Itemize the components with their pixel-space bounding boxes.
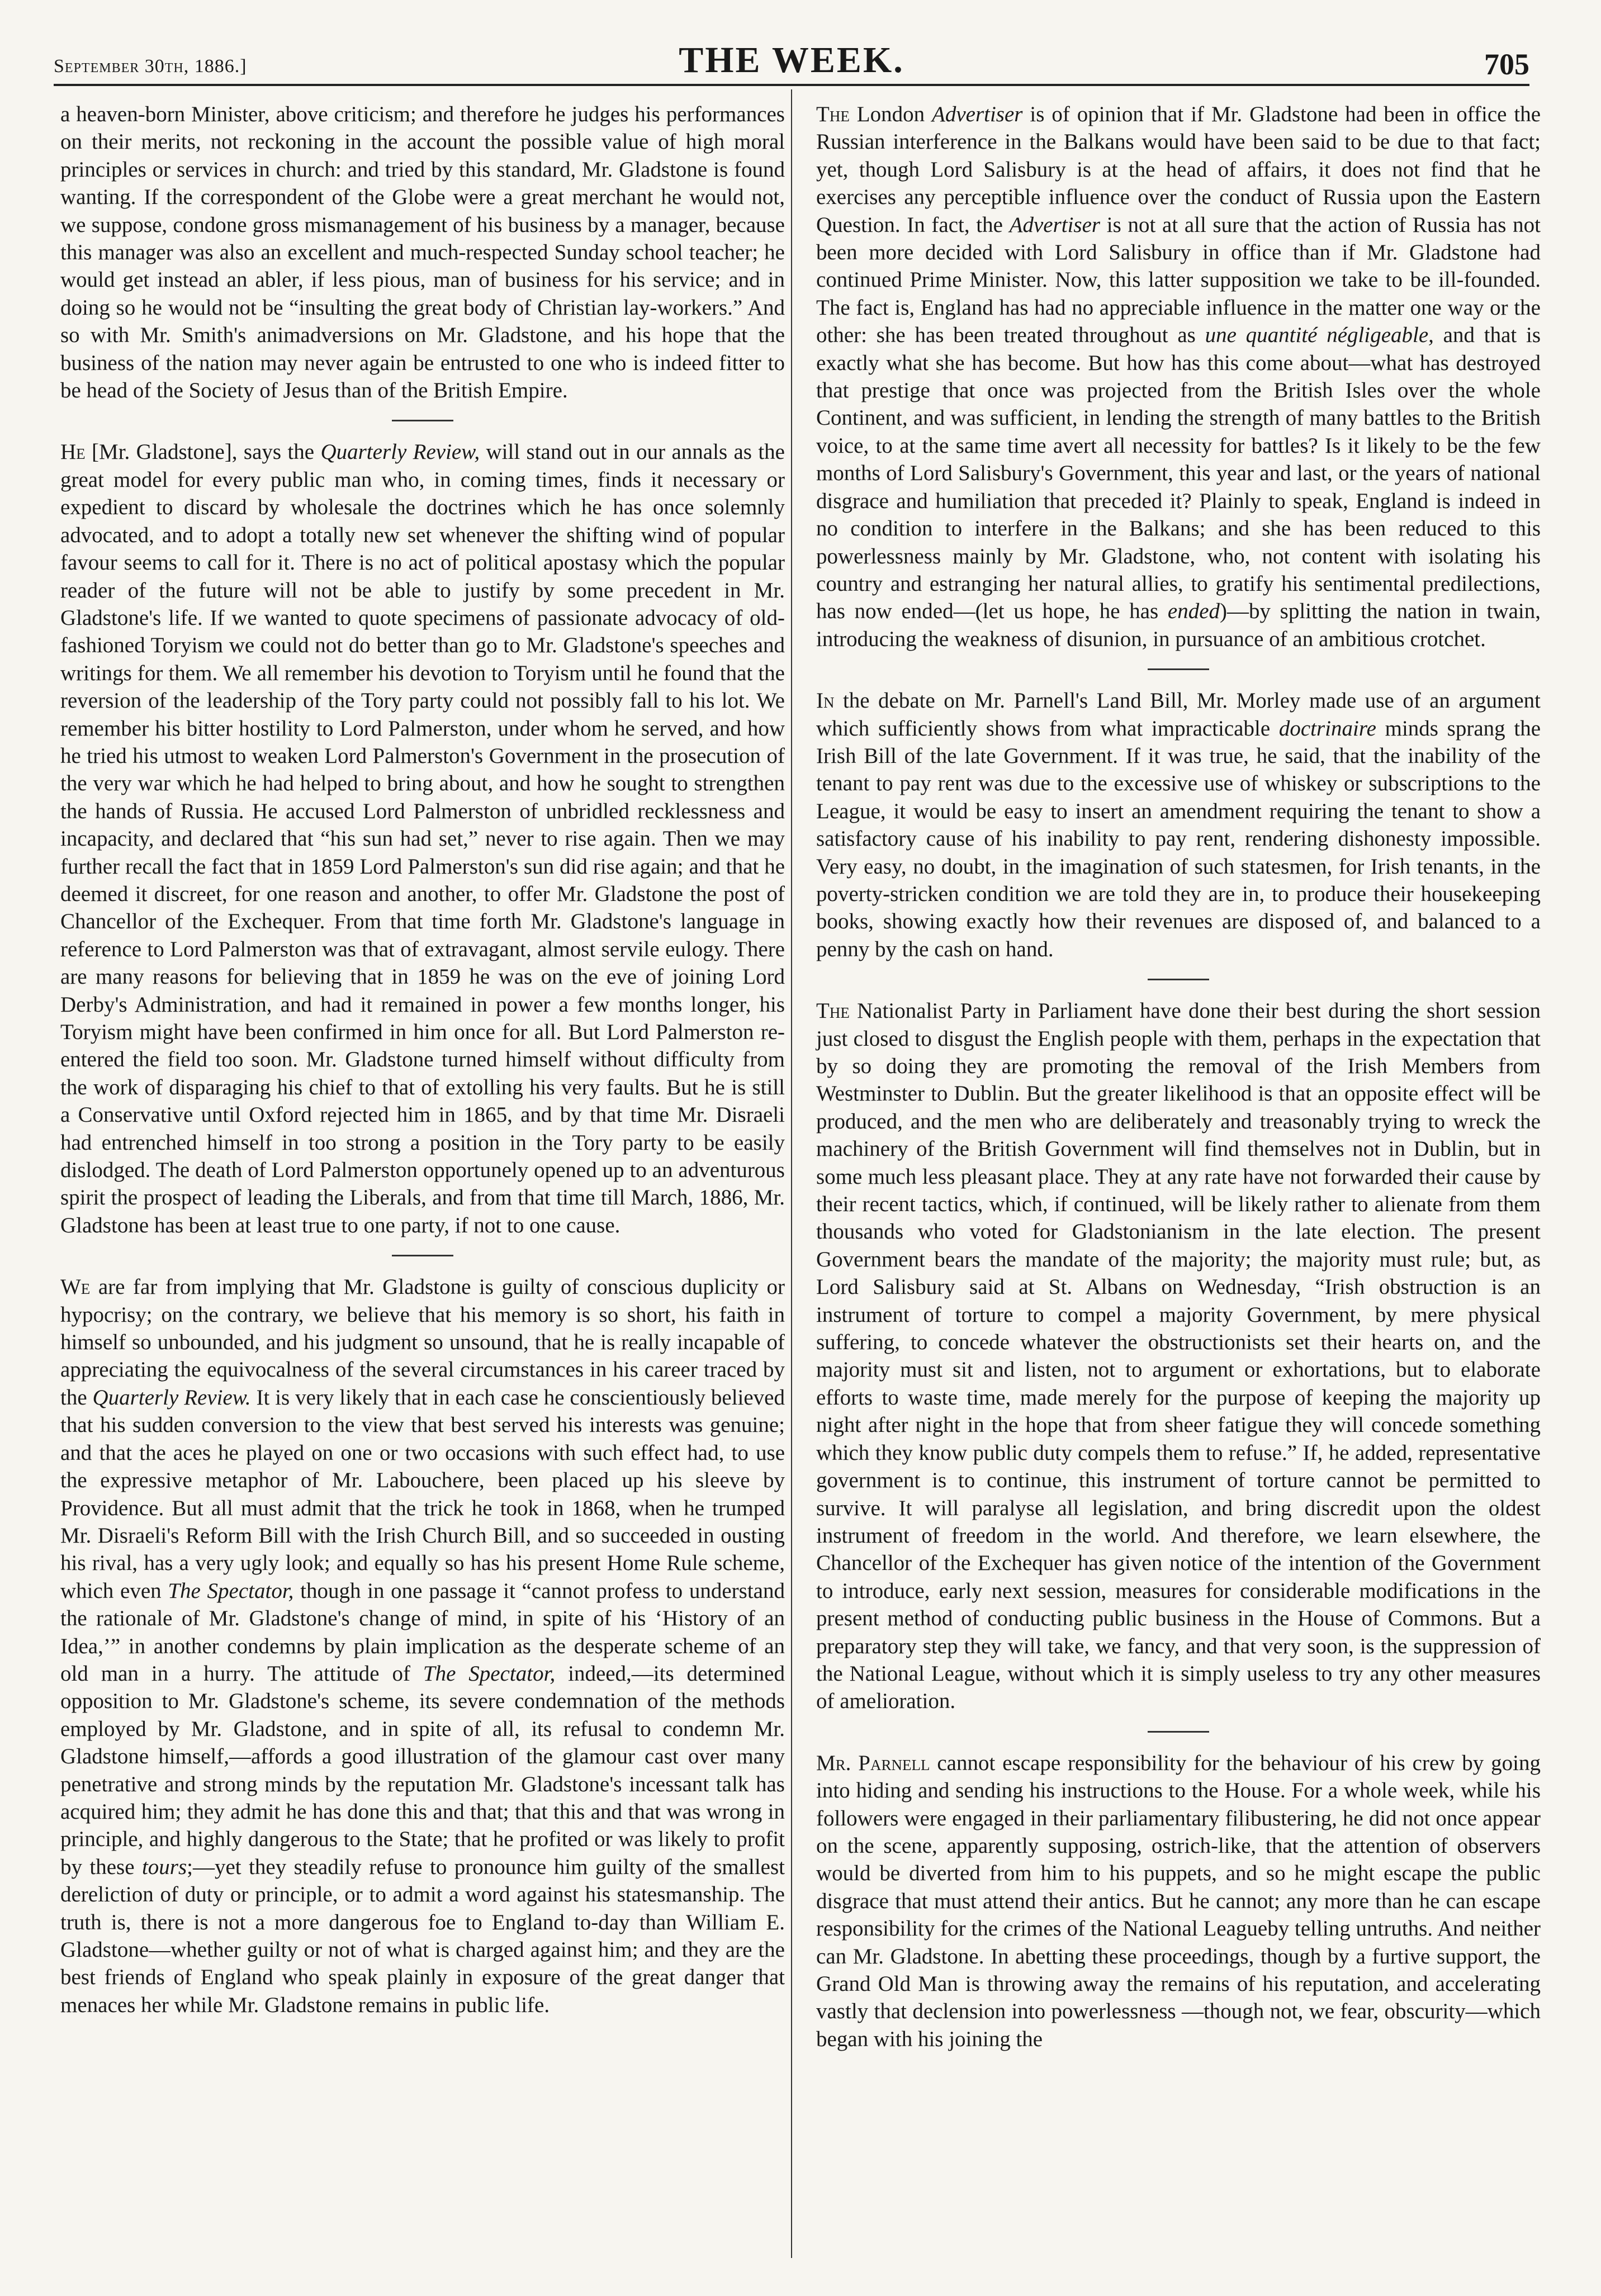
paragraph-text: will stand out in our annals as the great model for every public man who, in coming times, finds it necessary or expedient to discard by wholesale the doctrines which he has once solemnly advocated, and to adopt a totally new set whenever the shifting wind of popular favour seems to call for it. There is no act of political apostasy which the popular reader of the future will not be able to justify by some precedent in Mr. Gladstone's life. If we wanted to quote specimens of passionate advocacy of old-fashioned Toryism we could not do better than go to Mr. Gladstone's speeches and writings for them. We all remember his devotion to Toryism until he found that the reversion of the leadership of the Tory party could not possibly fall to his lot. We remember his bitter hostility to Lord Palmerston, under whom he served, and how he tried his utmost to weaken Lord Palmerston's Government in the prosecution of the very war which he had helped to bring about, and how he sought to strengthen the hands of Russia. He accused Lord Palmerston of unbridled recklessness and incapacity, and declared that “his sun had set,” never to rise again. Then we may further recall the fact that in 1859 Lord Palmerston's sun did rise again; and that he deemed it discreet, for one reason and another, to offer Mr. Gladstone the post of Chancellor of the Exchequer. From that time forth Mr. Gladstone's language in reference to Lord Palmerston was that of extravagant, almost servile eulogy. There are many reasons for believing that in 1859 he was on the eve of joining Lord Derby's Administration, and had it remained in power a few months longer, his Toryism might have been confirmed in him once for all. But Lord Palmerston re-entered the field too soon. Mr. Gladstone turned himself without difficulty from the work of disparaging his chief to that of extolling his very faults. But he is still a Conservative until Oxford rejected him in 1865, and by that time Mr. Disraeli had entrenched himself in too strong a position in the Tory party to be easily dislodged. The death of Lord Palmerston opportunely opened up to an adventurous spirit the prospect of leading the Liberals, and from that time till March, 1886, Mr. Gladstone has been at least true to one party, if not to one cause. xyxy=(60,440,785,1237)
paragraph-text: is of opinion that if Mr. Gladstone had been in office the Russian interference in the Balkans would have been said to be due to that fact; yet, though Lord Salisbury is at the head of affairs, it does not find that he exercises any perceptible influence over the conduct of Russia upon the Eastern Question. In fact, the xyxy=(816,102,1541,237)
paragraph-text: London xyxy=(849,102,932,126)
paragraph-text: [Mr. Gladstone], says the xyxy=(85,440,321,464)
left-column xyxy=(60,101,785,2019)
paragraph-text: minds sprang the Irish Bill of the late Government. If it was true, he said, that the inability of the tenant to pay rent was due to the excessive use of whiskey or subscriptions to the League, it would be easy to insert an amendment requiring the tenant to show a satisfactory cause of his inability to pay rent, rendering dishonesty impossible. Very easy, no doubt, in the imagination of such statesmen, for Irish tenants, in the poverty-stricken condition we are told they are in, to produce their housekeeping books, showing exactly how their revenues are disposed of, and balanced to a penny by the cash on hand. xyxy=(816,716,1541,961)
paragraph-text: ;—yet they steadily refuse to pronounce him guilty of the smallest dereliction of duty or principle, or to admit a word against his statesmanship. The truth is, there is not a more dangerous foe to England to-day than William E. Gladstone—whether guilty or not of what is charged against him; and they are the best friends of England who speak plainly in exposure of the great danger that menaces her while Mr. Gladstone remains in public life. xyxy=(60,1854,785,2017)
article-paragraph xyxy=(60,438,785,1239)
italic-word: tours xyxy=(141,1854,187,1879)
paragraph-lead-word: He xyxy=(60,440,86,464)
source-citation: Quarterly Review. xyxy=(92,1385,251,1410)
paragraph-text: Nationalist Party in Parliament have done their best during the short session just closed to disgust the English people with them, perhaps in the expectation that by so doing they are promoting the removal of the Irish Members from Westminster to Dublin. But the greater likelihood is that an opposite effect will be produced, and the men who are deliberately and treasonably trying to wreck the machinery of the British Government will find themselves not in Dublin, but in some much less pleasant place. They at any rate have not forwarded their cause by their recent tactics, which, if continued, will be likely rather to alienate from them thousands who voted for Gladstonianism in the late election. The present Government bears the mandate of the majority; the majority must rule; but, as Lord Salisbury said at St. Albans on Wednesday, “Irish obstruction is an instrument of torture to compel a majority Government, by mere physical suffering, to concede whatever the obstructionists set their hearts on, and the majority must sit and listen, not to argument or exhortations, but to elaborate efforts to waste time, made merely for the purpose of keeping the majority up night after night in the hope that from sheer fatigue they will concede something which they know public duty compels them to refuse.” If, he added, representative government is to continue, this instrument of torture cannot be permitted to survive. It will paralyse all legislation, and bring discredit upon the oldest instrument of freedom in the world. And therefore, we learn elsewhere, the Chancellor of the Exchequer has given notice of the intention of the Government to introduce, early next session, measures for considerable modifications in the present method of conducting public business in the House of Commons. But a preparatory step they will take, we fancy, and that very soon, is the suppression of the National League, without which it is simply useless to try any other measures of amelioration. xyxy=(816,999,1541,1714)
paragraph-lead-word: In xyxy=(816,689,835,713)
paragraph-text: is not at all sure that the action of Russia has not been more decided with Lord Salisbury in office than if Mr. Gladstone had continued Prime Minister. Now, this latter supposition we take to be ill-founded. The fact is, England has had no appreciable influence in the matter one way or the other: she has been treated throughout as xyxy=(816,212,1541,348)
paragraph-text: though in one passage it “cannot profess to understand the rationale of Mr. Gladstone's change of mind, in spite of his ‘History of an Idea,’” in another condemns by plain implication as the desperate scheme of an old man in a hurry. The attitude of xyxy=(60,1578,785,1686)
article-paragraph xyxy=(816,997,1541,1715)
section-separator xyxy=(392,1255,453,1256)
paragraph-text: a heaven-born Minister, above criticism; and therefore he judges his performances on their merits, not reckoning in the account the possible value of high moral principles or services in church: and tried by this standard, Mr. Gladstone is found wanting. If the correspondent of the Globe were a great merchant he would not, we suppose, condone gross mismanagement of his business by a manager, because this manager was also an excellent and much-respected Sunday school teacher; he would get instead an abler, if less pious, man of business for his service; and in doing so he would not be “insulting the great body of Christian lay-workers.” And so with Mr. Smith's animadversions on Mr. Gladstone, and his hope that the business of the nation may never again be entrusted to one who is indeed fitter to be head of the Society of Jesus than of the British Empire. xyxy=(60,102,785,403)
source-citation: Advertiser xyxy=(1009,212,1101,237)
article-paragraph xyxy=(816,1749,1541,2053)
column-divider xyxy=(791,89,792,2258)
paragraph-text: indeed,—its determined opposition to Mr. Gladstone's scheme, its severe condemnation of the methods employed by Mr. Gladstone, and in spite of all, its refusal to condemn Mr. Gladstone himself,—affords a good illustration of the glamour cast over many penetrative and strong minds by the reputation Mr. Gladstone's incessant talk has acquired him; they admit he has done this and that; that this and that was wrong in principle, and highly dangerous to the State; that he profited or was likely to profit by these xyxy=(60,1661,785,1879)
source-citation: The Spectator, xyxy=(423,1661,556,1686)
article-paragraph xyxy=(816,101,1541,653)
paragraph-lead-word: The xyxy=(816,999,850,1023)
italic-word: ended xyxy=(1167,599,1220,624)
paragraph-text: the debate on Mr. Parnell's Land Bill, Mr. Morley made use of an argument which sufficiently shows from what impracticable xyxy=(816,689,1541,741)
foreign-phrase: une quantité négligeable, xyxy=(1205,323,1434,348)
issue-date: September 30th, 1886.] xyxy=(54,56,247,77)
source-citation: The Spectator, xyxy=(168,1578,294,1603)
paragraph-text: It is very likely that in each case he conscientiously believed that his sudden conversion to the view that best served his interests was genuine; and that the aces he played on one or two occasions with such effect had, to use the expressive metaphor of Mr. Labouchere, been placed up his sleeve by Providence. But all must admit that the trick he took in 1868, when he trumped Mr. Disraeli's Reform Bill with the Irish Church Bill, and so succeeded in ousting his rival, has a very ugly look; and equally so has his present Home Rule scheme, which even xyxy=(60,1385,785,1603)
paragraph-lead-word: Mr. Parnell xyxy=(816,1751,930,1775)
source-citation: Quarterly Review, xyxy=(320,440,480,464)
section-separator xyxy=(1148,1731,1209,1733)
header-rule xyxy=(54,84,1529,86)
publication-title: THE WEEK. xyxy=(679,40,904,80)
paragraph-text: )—by splitting the nation in twain, introducing the weakness of disunion, in pursuance of an ambitious crotchet. xyxy=(816,599,1541,651)
source-citation: Advertiser xyxy=(932,102,1023,126)
article-paragraph xyxy=(60,1273,785,2019)
paragraph-text: are far from implying that Mr. Gladstone is guilty of conscious duplicity or hypocrisy; on the contrary, we believe that his memory is so short, his faith in himself so unbounded, and his judgment so unsound, that he is really incapable of appreciating the equivocalness of the several circumstances in his career traced by the xyxy=(60,1275,785,1410)
paragraph-lead-word: The xyxy=(816,102,850,126)
italic-word: doctrinaire xyxy=(1278,716,1376,741)
section-separator xyxy=(1148,668,1209,670)
paragraph-text: and that is exactly what she has become. But how has this come about—what has destroyed that prestige that once was projected from the British Isles over the whole Continent, and was sufficient, in lending the strength of many battles to the British voice, to at the same time avert all necessity for battles? Is it likely to be the few months of Lord Salisbury's Government, this year and last, or the years of national disgrace and humiliation that preceded it? Plainly to speak, England is indeed in no condition to interfere in the Balkans; and she has been reduced to this powerlessness mainly by Mr. Gladstone, who, not content with isolating his country and estranging her natural allies, to gratify his sentimental predilections, has now ended—(let us hope, he has xyxy=(816,323,1541,624)
paragraph-text: cannot escape responsibility for the behaviour of his crew by going into hiding and sending his instructions to the House. For a whole week, while his followers were engaged in their parliamentary filibustering, he did not once appear on the scene, apparently supposing, ostrich-like, that the attention of observers would be diverted from him to his puppets, and so he might escape the public disgrace that must attend their antics. But he cannot; any more than he can escape responsibility for the crimes of the National Leagueby telling untruths. And neither can Mr. Gladstone. In abetting these proceedings, though by a furtive support, the Grand Old Man is throwing away the remains of his reputation, and accelerating vastly that declension into powerlessness —though not, we fear, obscurity—which began with his joining the xyxy=(816,1751,1541,2051)
paragraph-lead-word: We xyxy=(60,1275,91,1299)
article-paragraph xyxy=(60,101,785,404)
section-separator xyxy=(1148,979,1209,980)
right-column xyxy=(816,101,1541,2053)
section-separator xyxy=(392,420,453,421)
page-number: 705 xyxy=(1484,48,1529,81)
article-paragraph xyxy=(816,687,1541,963)
